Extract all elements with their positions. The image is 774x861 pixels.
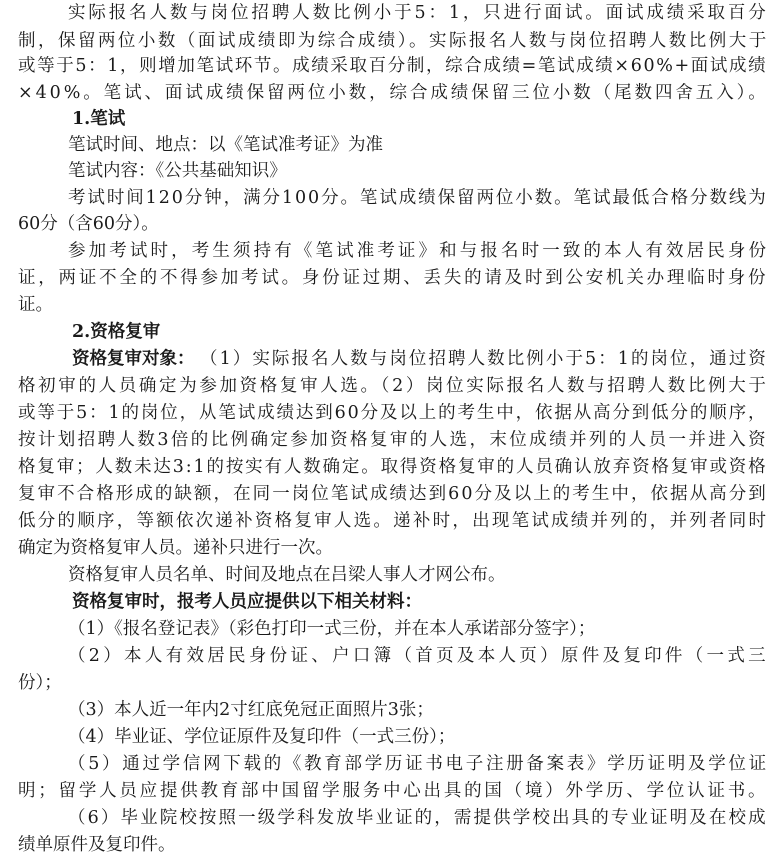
text-line: （1）实际报名人数与岗位招聘人数比例小于5：1的岗位，通过资 bbox=[200, 349, 768, 369]
text-line: 复审不合格形成的缺额，在同一岗位笔试成绩达到60分及以上的考生中，依据从高分到 bbox=[18, 484, 768, 504]
text-line: 或等于5：1的岗位，从笔试成绩达到60分及以上的考生中，依据从高分到低分的顺序， bbox=[18, 403, 768, 423]
text-line: 实际报名人数与岗位招聘人数比例小于5：1，只进行面试。面试成绩采取百分 bbox=[68, 3, 769, 23]
text-line: 1.笔试 bbox=[72, 109, 126, 129]
text-line: 按计划招聘人数3倍的比例确定参加资格复审的人选，末位成绩并列的人员一并进入资 bbox=[18, 430, 769, 450]
text-line: （4）毕业证、学位证原件及复印件（一式三份）； bbox=[68, 727, 456, 747]
text-line: （1）《报名登记表》（彩色打印一式三份，并在本人承诺部分签字）； bbox=[68, 619, 596, 639]
text-line: 份）； bbox=[18, 673, 62, 693]
text-line: （6）毕业院校按照一级学科发放毕业证的，需提供学校出具的专业证明及在校成 bbox=[68, 808, 768, 828]
text-line: 资格复审时，报考人员应提供以下相关材料： bbox=[72, 592, 422, 612]
text-line: 60分（含60分）。 bbox=[18, 214, 159, 234]
text-line: 制，保留两位小数（面试成绩即为综合成绩）。实际报名人数与岗位招聘人数比例大于 bbox=[18, 31, 769, 51]
text-line: （5）通过学信网下载的《教育部学历证书电子注册备案表》学历证明及学位证 bbox=[68, 754, 769, 774]
text-line: 证。 bbox=[18, 295, 53, 315]
text-line: 2.资格复审 bbox=[72, 322, 161, 342]
text-line: 明；留学人员应提供教育部中国留学服务中心出具的国（境）外学历、学位认证书。 bbox=[18, 781, 769, 801]
text-line: 格复审；人数未达3:1的按实有人数确定。取得资格复审的人员确认放弃资格复审或资格 bbox=[18, 457, 768, 477]
text-line: 或等于5：1，则增加笔试环节。成绩采取百分制，综合成绩=笔试成绩×60%+面试成绩 bbox=[18, 56, 768, 76]
text-line: 参加考试时，考生须持有《笔试准考证》和与报名时一致的本人有效居民身份 bbox=[68, 241, 770, 261]
review-target-label: 资格复审对象： bbox=[72, 349, 195, 369]
text-line: （2）本人有效居民身份证、户口簿（首页及本人页）原件及复印件（一式三 bbox=[68, 646, 769, 666]
text-line: 考试时间120分钟，满分100分。笔试成绩保留两位小数。笔试最低合格分数线为 bbox=[68, 188, 768, 208]
text-line: 绩单原件及复印件。 bbox=[18, 835, 176, 855]
text-line: ×40%。笔试、面试成绩保留两位小数，综合成绩保留三位小数（尾数四舍五入）。 bbox=[18, 83, 769, 103]
text-line: 证，两证不全的不得参加考试。身份证过期、丢失的请及时到公安机关办理临时身份 bbox=[18, 268, 769, 288]
text-line: （3）本人近一年内2寸红底免冠正面照片3张； bbox=[68, 700, 434, 720]
text-line: 低分的顺序，等额依次递补资格复审人选。递补时，出现笔试成绩并列的，并列者同时 bbox=[18, 511, 769, 531]
text-line: 格初审的人员确定为参加资格复审人选。（2）岗位实际报名人数与招聘人数比例大于 bbox=[18, 376, 769, 396]
text-line: 笔试内容：《公共基础知识》 bbox=[68, 161, 287, 181]
text-line: 确定为资格复审人员。递补只进行一次。 bbox=[18, 538, 333, 558]
text-line: 笔试时间、地点：以《笔试准考证》为准 bbox=[68, 135, 383, 155]
text-line: 资格复审人员名单、时间及地点在吕梁人事人才网公布。 bbox=[68, 565, 506, 585]
